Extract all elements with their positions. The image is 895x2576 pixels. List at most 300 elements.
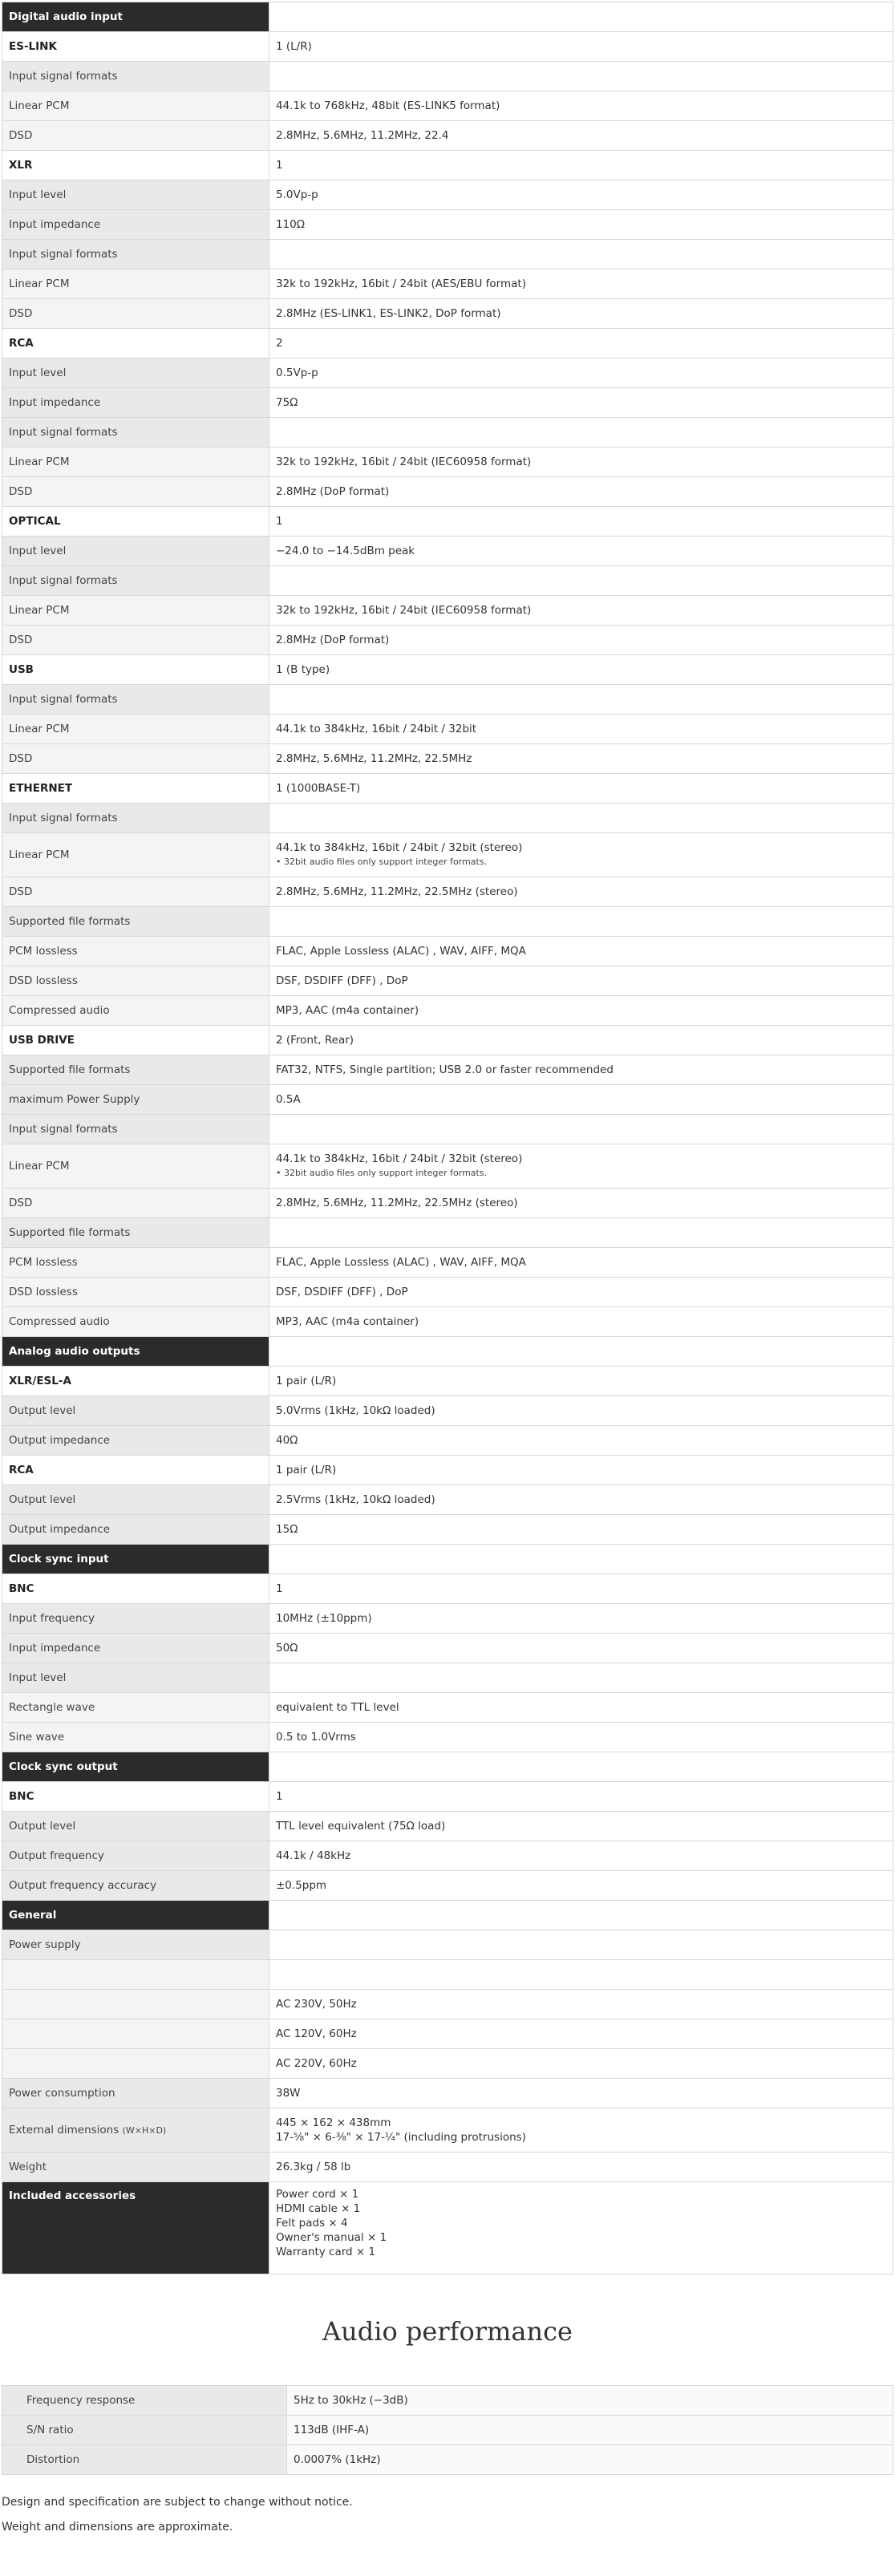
spec-label-text: Compressed audio (9, 1315, 110, 1328)
spec-label (2, 1693, 269, 1723)
spec-label-unit: (W×H×D) (122, 2124, 167, 2136)
spec-label (2, 240, 269, 269)
spec-value-text: equivalent to TTL level (276, 1701, 399, 1714)
performance-label: S/N ratio (2, 2416, 287, 2445)
spec-value (269, 833, 893, 877)
spec-value (269, 2153, 893, 2182)
spec-value (269, 1278, 893, 1307)
spec-value (269, 1901, 893, 1930)
spec-label-text: Input level (9, 367, 67, 379)
spec-label-text: Included accessories (9, 2189, 136, 2202)
spec-row (2, 1574, 893, 1604)
spec-row (2, 1990, 893, 2019)
spec-value-text: 1 (B type) (276, 663, 330, 676)
spec-label-text: XLR/ESL-A (9, 1375, 71, 1387)
spec-label (2, 1307, 269, 1337)
spec-value (269, 804, 893, 833)
spec-row (2, 240, 893, 269)
spec-row (2, 2079, 893, 2108)
spec-label-text: DSD (9, 307, 33, 320)
spec-value-text: 50Ω (276, 1642, 298, 1655)
performance-label: Distortion (2, 2445, 287, 2475)
spec-row (2, 62, 893, 91)
spec-row (2, 833, 893, 877)
spec-value (269, 774, 893, 804)
spec-value-text: 445 × 162 × 438mm (276, 2116, 391, 2129)
spec-value (269, 1485, 893, 1515)
spec-row (2, 715, 893, 744)
section-header-row (2, 2, 893, 32)
spec-label (2, 685, 269, 715)
spec-row (2, 358, 893, 388)
spec-label-text: Linear PCM (9, 723, 70, 735)
spec-value (269, 388, 893, 418)
spec-value-text: 1 (L/R) (276, 40, 312, 53)
performance-title: Audio performance (322, 2316, 573, 2347)
spec-label-text: Input signal formats (9, 70, 118, 83)
spec-value (269, 966, 893, 996)
spec-row (2, 1841, 893, 1871)
spec-label (2, 1218, 269, 1248)
spec-label (2, 715, 269, 744)
spec-label (2, 1663, 269, 1693)
spec-value-text-2: 17-⅝" × 6-⅜" × 17-¼" (including protrusions) (276, 2131, 526, 2144)
footnote-weight: Weight and dimensions are approximate. (2, 2521, 233, 2533)
spec-label-text: Supported file formats (9, 1063, 131, 1076)
spec-row (2, 1693, 893, 1723)
spec-value (269, 418, 893, 448)
spec-table (2, 2, 893, 2274)
spec-value (269, 2049, 893, 2079)
spec-value-text: 2.8MHz, 5.6MHz, 11.2MHz, 22.4 (276, 129, 449, 142)
spec-label (2, 1723, 269, 1752)
spec-label-text: Input impedance (9, 218, 101, 231)
spec-label (2, 2079, 269, 2108)
spec-label-text: External dimensions (9, 2123, 119, 2137)
spec-value-text: FAT32, NTFS, Single partition; USB 2.0 or faster recommended (276, 1063, 614, 1076)
spec-label (2, 1841, 269, 1871)
performance-row (2, 2386, 893, 2416)
section-header-row (2, 1752, 893, 1782)
spec-label (2, 1574, 269, 1604)
spec-value-text: 1 pair (L/R) (276, 1464, 337, 1476)
footnote-design: Design and specification are subject to change without notice. (2, 2496, 353, 2509)
spec-value (269, 1752, 893, 1782)
spec-value (269, 2019, 893, 2049)
spec-label-text: XLR (9, 159, 33, 172)
spec-value (269, 566, 893, 596)
spec-label-text: Rectangle wave (9, 1701, 95, 1714)
spec-label-text: Output level (9, 1493, 76, 1506)
spec-value-text: 44.1k to 384kHz, 16bit / 24bit / 32bit (stereo) (276, 1152, 523, 1165)
spec-value (269, 1841, 893, 1871)
spec-label (2, 1456, 269, 1485)
spec-value (269, 996, 893, 1026)
spec-value-text: 44.1k to 768kHz, 48bit (ES-LINK5 format) (276, 99, 500, 112)
spec-value (269, 240, 893, 269)
spec-value-text: 1 (276, 1790, 283, 1803)
spec-value (269, 121, 893, 151)
spec-label (2, 1189, 269, 1218)
spec-row (2, 448, 893, 477)
spec-row (2, 1367, 893, 1396)
spec-value-text: 15Ω (276, 1523, 298, 1536)
spec-value (269, 2182, 893, 2274)
spec-label (2, 62, 269, 91)
spec-label-text: Input level (9, 545, 67, 557)
spec-row (2, 2153, 893, 2182)
spec-row (2, 1723, 893, 1752)
spec-label-text: DSD lossless (9, 1286, 78, 1298)
spec-label-text: DSD (9, 885, 33, 898)
spec-value-text: 2.8MHz, 5.6MHz, 11.2MHz, 22.5MHz (276, 752, 472, 765)
spec-value (269, 1723, 893, 1752)
spec-label-text: Input signal formats (9, 426, 118, 439)
spec-value-text: AC 120V, 60Hz (276, 2027, 357, 2040)
spec-value (269, 1085, 893, 1115)
spec-label-text: Input impedance (9, 1642, 101, 1655)
spec-row (2, 655, 893, 685)
spec-row (2, 1278, 893, 1307)
spec-value (269, 655, 893, 685)
section-title (2, 1901, 269, 1930)
spec-row (2, 685, 893, 715)
spec-value-text: 2 (Front, Rear) (276, 1034, 354, 1047)
spec-value-text: 75Ω (276, 396, 298, 409)
spec-value-text: 32k to 192kHz, 16bit / 24bit (AES/EBU format) (276, 277, 526, 290)
section-title (2, 1752, 269, 1782)
spec-value (269, 2, 893, 32)
spec-row (2, 537, 893, 566)
spec-value-text: 110Ω (276, 218, 306, 231)
spec-value-text: TTL level equivalent (75Ω load) (276, 1820, 446, 1833)
spec-label-text: Input signal formats (9, 248, 118, 261)
spec-value-text: 2.8MHz (DoP format) (276, 485, 390, 498)
spec-value-text: 0.5 to 1.0Vrms (276, 1731, 356, 1744)
spec-label (2, 774, 269, 804)
spec-label-text: Output impedance (9, 1523, 111, 1536)
spec-value (269, 1248, 893, 1278)
spec-row (2, 121, 893, 151)
spec-label-text: Clock sync input (9, 1553, 109, 1565)
spec-row (2, 2049, 893, 2079)
spec-value (269, 626, 893, 655)
spec-value (269, 1337, 893, 1367)
spec-label (2, 566, 269, 596)
spec-row (2, 151, 893, 180)
spec-label (2, 596, 269, 626)
spec-value-text: 40Ω (276, 1434, 298, 1447)
spec-value (269, 907, 893, 937)
section-title (2, 1337, 269, 1367)
spec-row (2, 1396, 893, 1426)
spec-value (269, 1871, 893, 1901)
spec-value (269, 329, 893, 358)
spec-value (269, 537, 893, 566)
spec-value-text: 2.8MHz (DoP format) (276, 634, 390, 646)
spec-value (269, 1782, 893, 1812)
spec-label (2, 32, 269, 62)
spec-value (269, 1218, 893, 1248)
spec-value (269, 744, 893, 774)
spec-value (269, 1026, 893, 1055)
spec-label (2, 1604, 269, 1634)
performance-value: 5Hz to 30kHz (−3dB) (287, 2386, 893, 2416)
spec-row (2, 966, 893, 996)
spec-label (2, 1026, 269, 1055)
spec-label (2, 877, 269, 907)
spec-value (269, 937, 893, 966)
spec-value (269, 2108, 893, 2153)
spec-row (2, 804, 893, 833)
spec-value-text: FLAC, Apple Lossless (ALAC) , WAV, AIFF, MQA (276, 1256, 526, 1269)
spec-label (2, 180, 269, 210)
spec-label (2, 1426, 269, 1456)
performance-value: 0.0007% (1kHz) (287, 2445, 893, 2475)
spec-label-text: Linear PCM (9, 277, 70, 290)
spec-value (269, 1115, 893, 1144)
spec-value-text: 1 (276, 515, 283, 528)
spec-label (2, 1248, 269, 1278)
spec-note: • 32bit audio files only support integer formats. (276, 1168, 488, 1178)
spec-value (269, 32, 893, 62)
spec-value (269, 715, 893, 744)
spec-label (2, 1782, 269, 1812)
spec-value (269, 62, 893, 91)
spec-value-text: AC 220V, 60Hz (276, 2057, 357, 2070)
spec-row (2, 180, 893, 210)
spec-row (2, 1930, 893, 1960)
spec-label (2, 1485, 269, 1515)
spec-label-text: USB DRIVE (9, 1034, 75, 1047)
spec-label-text: Output frequency (9, 1849, 104, 1862)
spec-row (2, 1960, 893, 1990)
spec-label-text: DSD (9, 634, 33, 646)
spec-label (2, 1396, 269, 1426)
spec-value (269, 685, 893, 715)
spec-label-text: Linear PCM (9, 456, 70, 468)
spec-row (2, 1426, 893, 1456)
spec-row (2, 626, 893, 655)
spec-label (2, 1055, 269, 1085)
spec-label-text: Digital audio input (9, 10, 123, 23)
spec-label (2, 1515, 269, 1545)
spec-row (2, 388, 893, 418)
spec-value (269, 299, 893, 329)
spec-value-text: 26.3kg / 58 lb (276, 2161, 351, 2173)
spec-label (2, 507, 269, 537)
spec-label-text: Power consumption (9, 2087, 115, 2100)
spec-label-text: Input level (9, 188, 67, 201)
spec-label (2, 626, 269, 655)
accessory-item: Owner's manual × 1 (276, 2231, 387, 2244)
spec-row (2, 1115, 893, 1144)
spec-label-text: Linear PCM (9, 1160, 70, 1173)
spec-row (2, 596, 893, 626)
spec-label-text: DSD (9, 752, 33, 765)
spec-label-text: Output level (9, 1820, 76, 1833)
spec-label (2, 210, 269, 240)
spec-label-text: ES-LINK (9, 40, 57, 53)
spec-label (2, 966, 269, 996)
spec-row (2, 418, 893, 448)
spec-row (2, 507, 893, 537)
spec-label (2, 1085, 269, 1115)
spec-label-text: Output level (9, 1404, 76, 1417)
spec-label-text: Linear PCM (9, 99, 70, 112)
spec-value-text: 2.5Vrms (1kHz, 10kΩ loaded) (276, 1493, 435, 1506)
spec-value-text: 0.5A (276, 1093, 301, 1106)
spec-row (2, 996, 893, 1026)
spec-row (2, 1189, 893, 1218)
spec-row (2, 1055, 893, 1085)
spec-value-text: 1 (276, 1582, 283, 1595)
spec-value-text: 1 pair (L/R) (276, 1375, 337, 1387)
spec-label (2, 388, 269, 418)
spec-label-text: OPTICAL (9, 515, 61, 528)
spec-table-body (2, 2, 893, 2274)
spec-label-text: Linear PCM (9, 849, 70, 861)
performance-table (2, 2385, 893, 2475)
spec-row (2, 1485, 893, 1515)
spec-value-text: 32k to 192kHz, 16bit / 24bit (IEC60958 format) (276, 456, 532, 468)
spec-value (269, 877, 893, 907)
spec-label (2, 1278, 269, 1307)
spec-row (2, 1144, 893, 1189)
spec-row (2, 299, 893, 329)
spec-value (269, 1396, 893, 1426)
spec-value (269, 1144, 893, 1189)
spec-value-text: 44.1k to 384kHz, 16bit / 24bit / 32bit (stereo) (276, 841, 523, 854)
spec-value-text: AC 230V, 50Hz (276, 1998, 357, 2011)
spec-label (2, 1634, 269, 1663)
spec-label (2, 1871, 269, 1901)
spec-label-text: General (9, 1909, 57, 1922)
spec-value-text: 1 (1000BASE-T) (276, 782, 361, 795)
spec-value (269, 91, 893, 121)
spec-label (2, 1115, 269, 1144)
spec-label-text: Input signal formats (9, 693, 118, 706)
spec-value (269, 1456, 893, 1485)
section-header-row (2, 1901, 893, 1930)
spec-value (269, 507, 893, 537)
section-title (2, 2182, 269, 2274)
spec-label-text: BNC (9, 1790, 34, 1803)
spec-row (2, 937, 893, 966)
spec-value-text: 44.1k / 48kHz (276, 1849, 351, 1862)
spec-label (2, 151, 269, 180)
spec-label (2, 537, 269, 566)
section-header-row (2, 2182, 893, 2274)
spec-row (2, 774, 893, 804)
section-header-row (2, 1337, 893, 1367)
spec-label-text: Weight (9, 2161, 47, 2173)
section-header-row (2, 1545, 893, 1574)
spec-row (2, 1871, 893, 1901)
spec-value-text: 10MHz (±10ppm) (276, 1612, 372, 1625)
spec-row (2, 1218, 893, 1248)
spec-label-text: RCA (9, 1464, 34, 1476)
spec-value-text: 2.8MHz, 5.6MHz, 11.2MHz, 22.5MHz (stereo) (276, 1197, 518, 1209)
spec-value-text: 5.0Vrms (1kHz, 10kΩ loaded) (276, 1404, 435, 1417)
spec-row (2, 91, 893, 121)
spec-value (269, 1189, 893, 1218)
spec-value (269, 1812, 893, 1841)
spec-label (2, 744, 269, 774)
spec-label (2, 907, 269, 937)
spec-label (2, 1930, 269, 1960)
spec-row (2, 1248, 893, 1278)
spec-row (2, 1085, 893, 1115)
spec-label (2, 1960, 269, 1990)
spec-label (2, 329, 269, 358)
spec-value-text: −24.0 to −14.5dBm peak (276, 545, 415, 557)
spec-label-text: Sine wave (9, 1731, 65, 1744)
spec-label (2, 1144, 269, 1189)
accessory-item: Warranty card × 1 (276, 2246, 376, 2258)
spec-value (269, 358, 893, 388)
spec-value-text: MP3, AAC (m4a container) (276, 1004, 419, 1017)
spec-label (2, 1367, 269, 1396)
spec-row (2, 744, 893, 774)
spec-label-text: Linear PCM (9, 604, 70, 617)
spec-label (2, 2049, 269, 2079)
spec-label-text: DSD (9, 129, 33, 142)
spec-row (2, 1604, 893, 1634)
spec-label (2, 804, 269, 833)
spec-label-text: PCM lossless (9, 1256, 78, 1269)
spec-value (269, 477, 893, 507)
spec-label (2, 477, 269, 507)
spec-row (2, 329, 893, 358)
spec-value-text: 2 (276, 337, 283, 350)
spec-label (2, 1990, 269, 2019)
spec-label-text: Output impedance (9, 1434, 111, 1447)
spec-label (2, 269, 269, 299)
performance-value: 113dB (IHF-A) (287, 2416, 893, 2445)
spec-label-text: ETHERNET (9, 782, 73, 795)
spec-value (269, 269, 893, 299)
spec-label-text: Input signal formats (9, 1123, 118, 1136)
spec-row (2, 2019, 893, 2049)
performance-row (2, 2416, 893, 2445)
spec-value (269, 2079, 893, 2108)
spec-label-text: Input signal formats (9, 812, 118, 824)
spec-label (2, 2153, 269, 2182)
spec-value-text: DSF, DSDIFF (DFF) , DoP (276, 974, 408, 987)
spec-value (269, 1634, 893, 1663)
spec-value-text: 32k to 192kHz, 16bit / 24bit (IEC60958 format) (276, 604, 532, 617)
performance-row (2, 2445, 893, 2475)
spec-value (269, 1426, 893, 1456)
spec-label (2, 1812, 269, 1841)
spec-value (269, 1367, 893, 1396)
spec-value (269, 1930, 893, 1960)
spec-label-text: Input impedance (9, 396, 101, 409)
spec-value (269, 1545, 893, 1574)
spec-label-text: BNC (9, 1582, 34, 1595)
spec-label-text: Analog audio outputs (9, 1345, 140, 1358)
spec-value (269, 1055, 893, 1085)
spec-row (2, 566, 893, 596)
spec-value-text: ±0.5ppm (276, 1879, 327, 1892)
spec-row (2, 1026, 893, 1055)
section-title (2, 1545, 269, 1574)
spec-value (269, 1307, 893, 1337)
spec-value (269, 1693, 893, 1723)
spec-label (2, 833, 269, 877)
spec-row (2, 32, 893, 62)
